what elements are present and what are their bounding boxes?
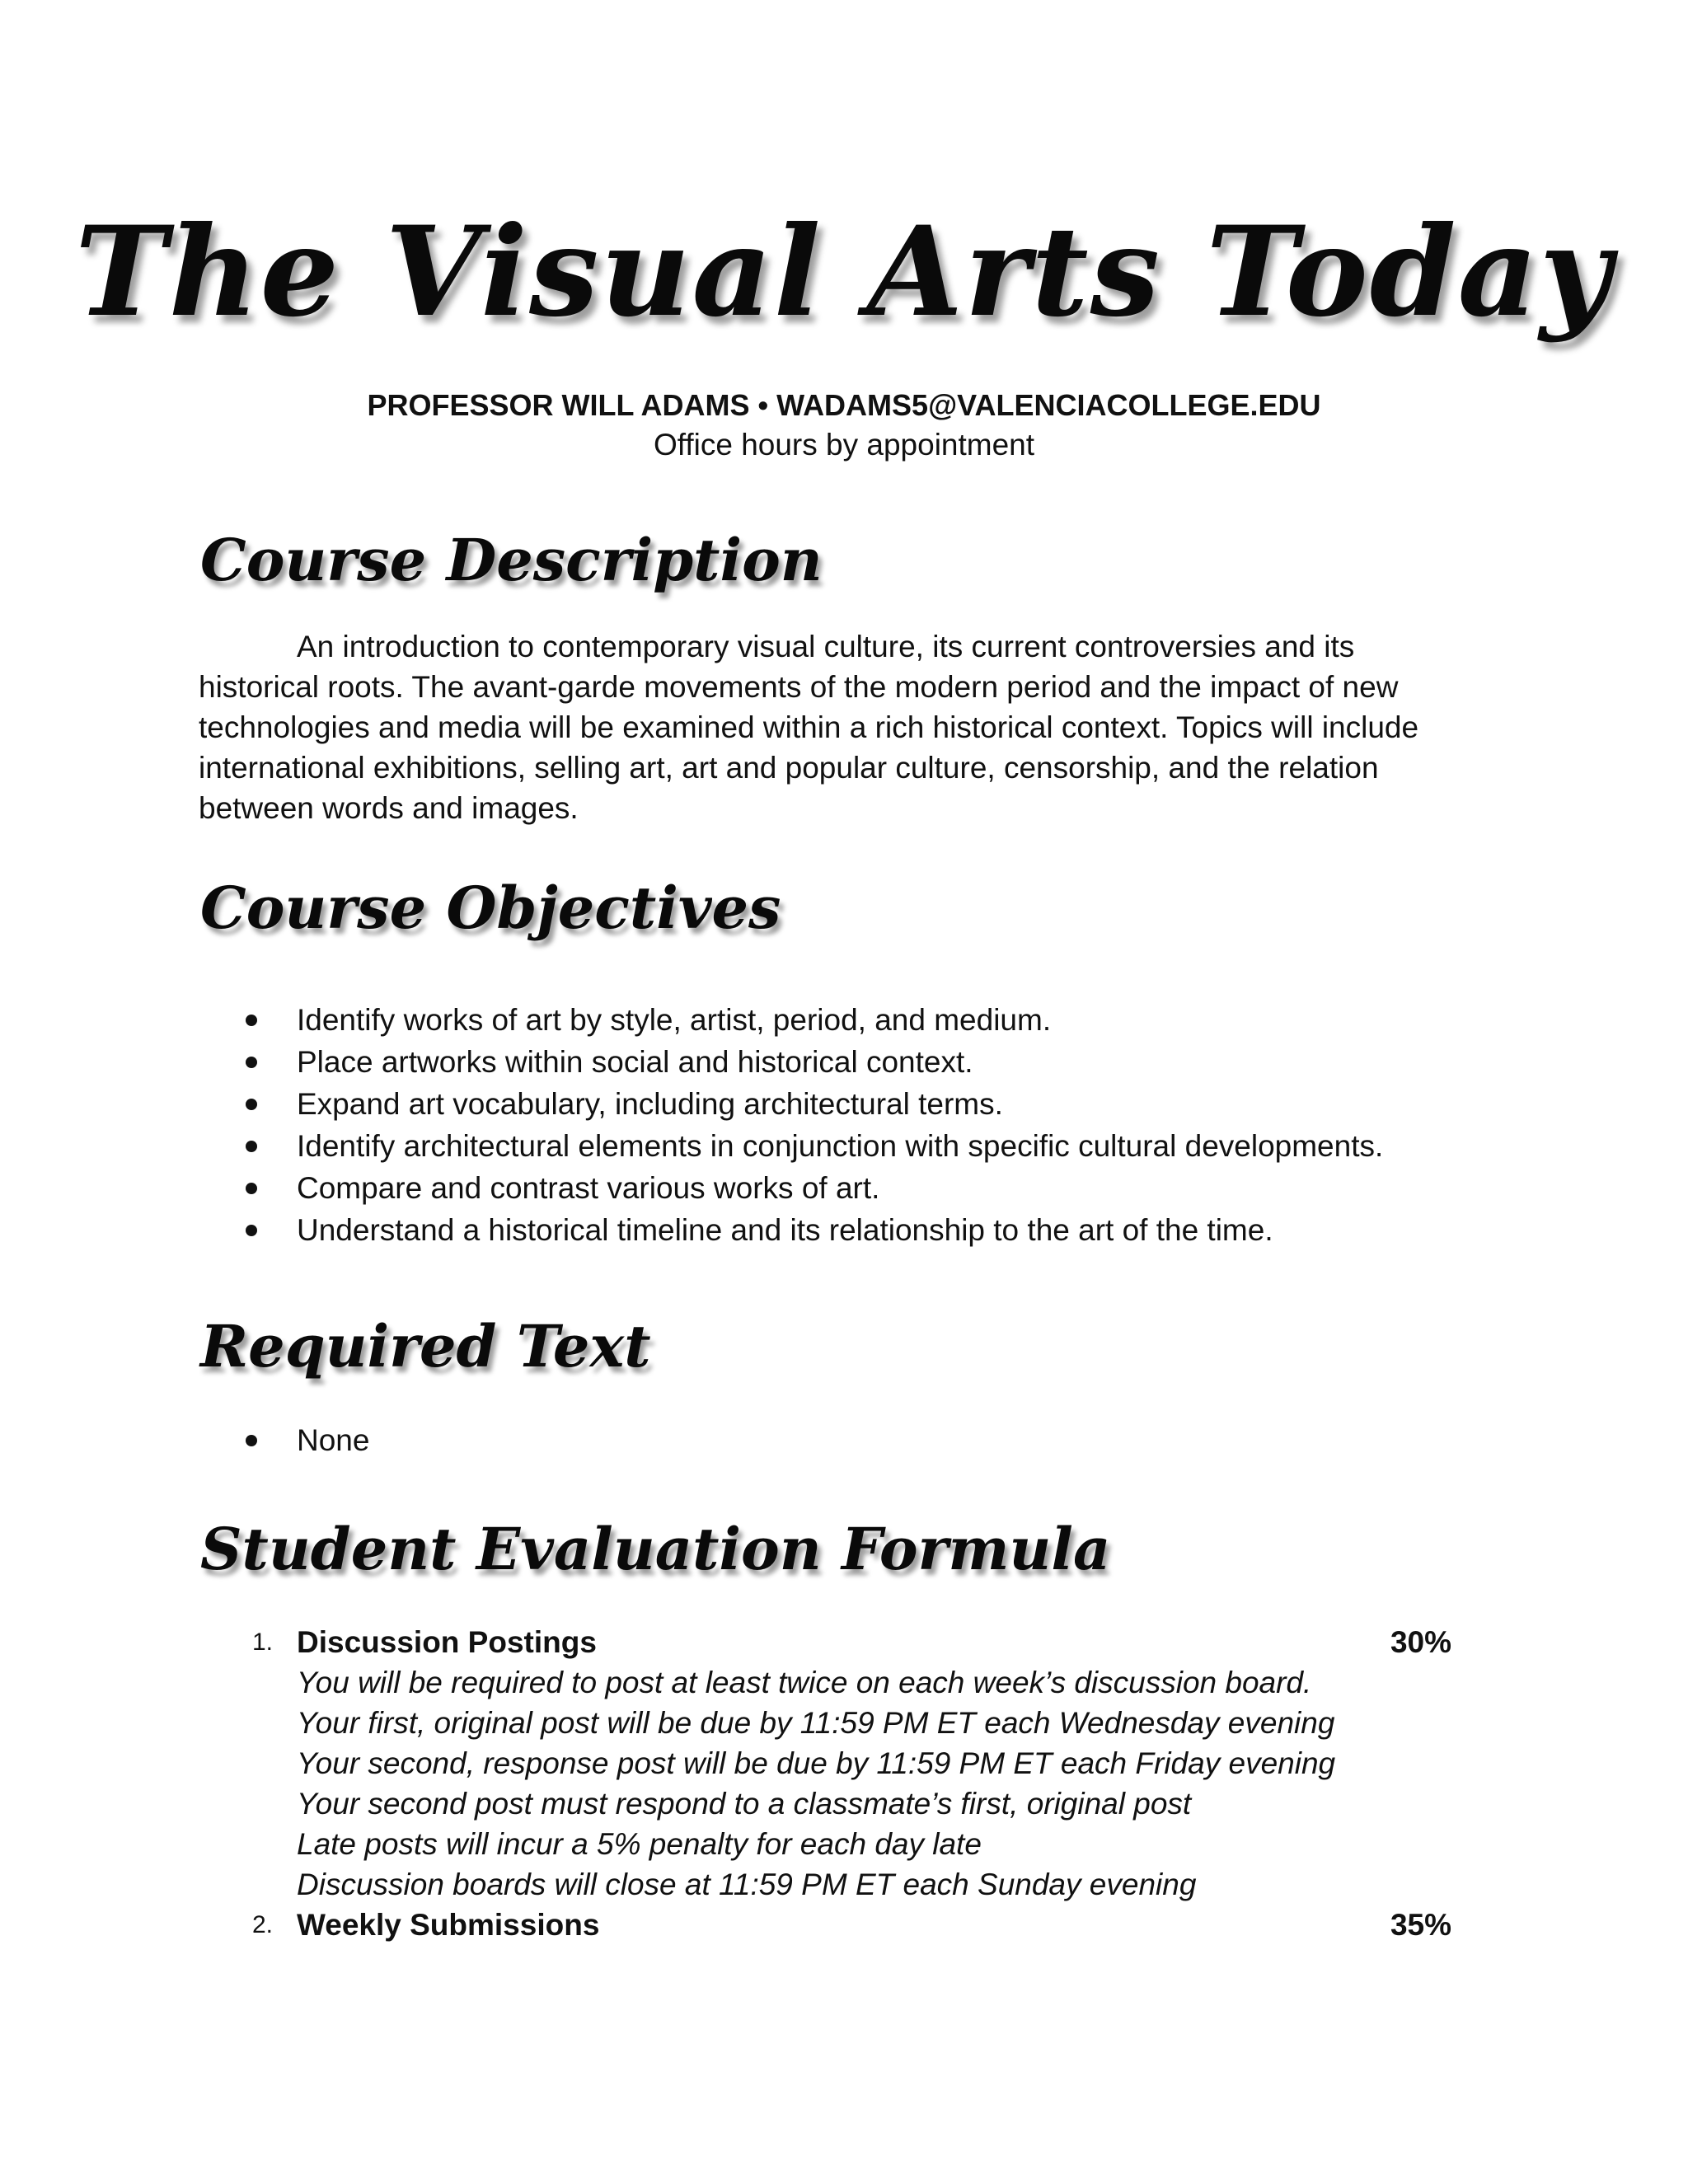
evaluation-item-discussion (199, 1622, 1451, 1905)
list-item (199, 1209, 1484, 1251)
list-item (199, 1167, 1484, 1209)
required-text-heading: Required Text (200, 1312, 651, 1380)
item-number: 2. (251, 1911, 273, 1938)
bullet-icon (246, 1141, 257, 1152)
objective-text: Identify works of art by style, artist, period, and medium. (297, 1003, 1052, 1037)
item-percent: 30% (1390, 1625, 1451, 1659)
bullet-icon (246, 1099, 257, 1110)
bullet-icon (246, 1057, 257, 1068)
item-note: Late posts will incur a 5% penalty for each day late (297, 1827, 982, 1861)
bullet-icon (246, 1183, 257, 1194)
objective-text: Place artworks within social and historical context. (297, 1045, 973, 1079)
evaluation-formula-heading: Student Evaluation Formula (200, 1515, 1111, 1583)
evaluation-item-header (251, 1622, 1451, 1662)
list-item (199, 999, 1484, 1041)
item-note: Your second, response post will be due by 11:59 PM ET each Friday evening (297, 1746, 1336, 1780)
bullet-icon (246, 1015, 257, 1026)
item-note: You will be required to post at least twice on each week’s discussion board. (297, 1666, 1312, 1699)
course-objectives-heading: Course Objectives (200, 874, 781, 942)
list-item (199, 1041, 1484, 1083)
professor-contact-line: PROFESSOR WILL ADAMS • WADAMS5@VALENCIACOLLEGE.EDU (367, 388, 1321, 422)
item-note: Your second post must respond to a classmate’s first, original post (297, 1787, 1192, 1821)
item-number: 1. (251, 1629, 273, 1656)
evaluation-item-weekly (199, 1905, 1451, 1945)
required-text-list (199, 1419, 1484, 1461)
document-title: The Visual Arts Today (74, 199, 1614, 344)
bullet-icon (246, 1225, 257, 1236)
item-percent: 35% (1390, 1908, 1451, 1942)
evaluation-list (199, 1622, 1451, 1945)
objective-text: Understand a historical timeline and its relationship to the art of the time. (297, 1213, 1273, 1247)
item-note: Your first, original post will be due by 11:59 PM ET each Wednesday evening (297, 1706, 1335, 1740)
list-item (199, 1083, 1484, 1125)
item-note: Discussion boards will close at 11:59 PM ET each Sunday evening (297, 1868, 1197, 1901)
course-objectives-list (199, 999, 1484, 1251)
list-item (199, 1125, 1484, 1167)
objective-text: Expand art vocabulary, including architectural terms. (297, 1087, 1003, 1121)
evaluation-item-header (251, 1905, 1451, 1945)
objective-text: Identify architectural elements in conjunction with specific cultural developments. (297, 1129, 1384, 1163)
required-text-item: None (297, 1423, 370, 1457)
objective-text: Compare and contrast various works of art. (297, 1171, 880, 1205)
course-description-text: An introduction to contemporary visual culture, its current controversies and its historical roots. The avant-garde movements of the modern period and the impact of new technologies and media will be examined within a rich historical context. Topics will include international exhibitions, selling art, art and popular culture, censorship, and the relation between words and images. (199, 630, 1419, 825)
item-name: Discussion Postings (297, 1625, 597, 1659)
course-description-heading: Course Description (200, 526, 823, 594)
bullet-icon (246, 1435, 257, 1446)
office-hours-line: Office hours by appointment (653, 428, 1035, 462)
list-item (199, 1419, 1484, 1461)
item-name: Weekly Submissions (297, 1908, 600, 1942)
